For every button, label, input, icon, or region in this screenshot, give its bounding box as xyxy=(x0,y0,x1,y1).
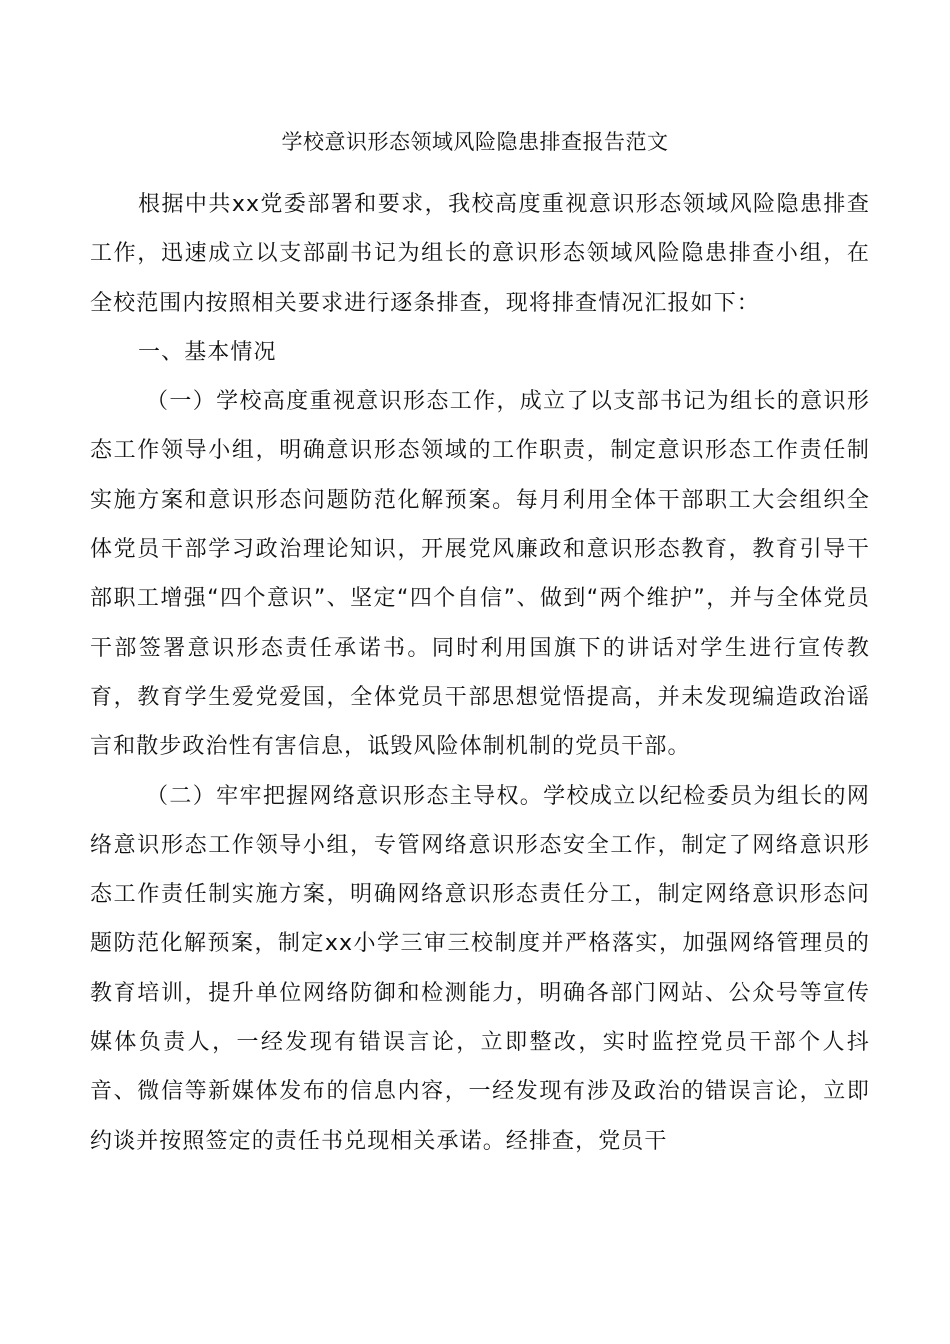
subsection-paragraph-1: （一）学校高度重视意识形态工作，成立了以支部书记为组长的意识形态工作领导小组，明确意识形态领域的工作职责，制定意识形态工作责任制实施方案和意识形态问题防范化解预案。每月利用全体干部职工大会组织全体党员干部学习政治理论知识，开展党风廉政和意识形态教育，教育引导干部职工增强“四个意识”、坚定“四个自信”、做到“两个维护”，并与全体党员干部签署意识形态责任承诺书。同时利用国旗下的讲话对学生进行宣传教育，教育学生爱党爱国，全体党员干部思想觉悟提高，并未发现编造政治谣言和散步政治性有害信息，诋毁风险体制机制的党员干部。 xyxy=(90,389,870,760)
intro-paragraph: 根据中共xx党委部署和要求，我校高度重视意识形态领域风险隐患排查工作，迅速成立以支部副书记为组长的意识形态领域风险隐患排查小组，在全校范围内按照相关要求进行逐条排查，现将排查情况汇报如下： xyxy=(90,192,870,316)
document-body xyxy=(90,180,870,1166)
document-title: 学校意识形态领域风险隐患排查报告范文 xyxy=(281,130,669,154)
subsection-paragraph-2: （二）牢牢把握网络意识形态主导权。学校成立以纪检委员为组长的网络意识形态工作领导小组，专管网络意识形态安全工作，制定了网络意识形态工作责任制实施方案，明确网络意识形态责任分工，制定网络意识形态问题防范化解预案，制定xx小学三审三校制度并严格落实，加强网络管理员的教育培训，提升单位网络防御和检测能力，明确各部门网站、公众号等宣传媒体负责人，一经发现有错误言论，立即整改，实时监控党员干部个人抖音、微信等新媒体发布的信息内容，一经发现有涉及政治的错误言论，立即约谈并按照签定的责任书兑现相关承诺。经排查，党员干 xyxy=(90,783,870,1154)
section-heading-basic-situation: 一、基本情况 xyxy=(138,339,277,365)
